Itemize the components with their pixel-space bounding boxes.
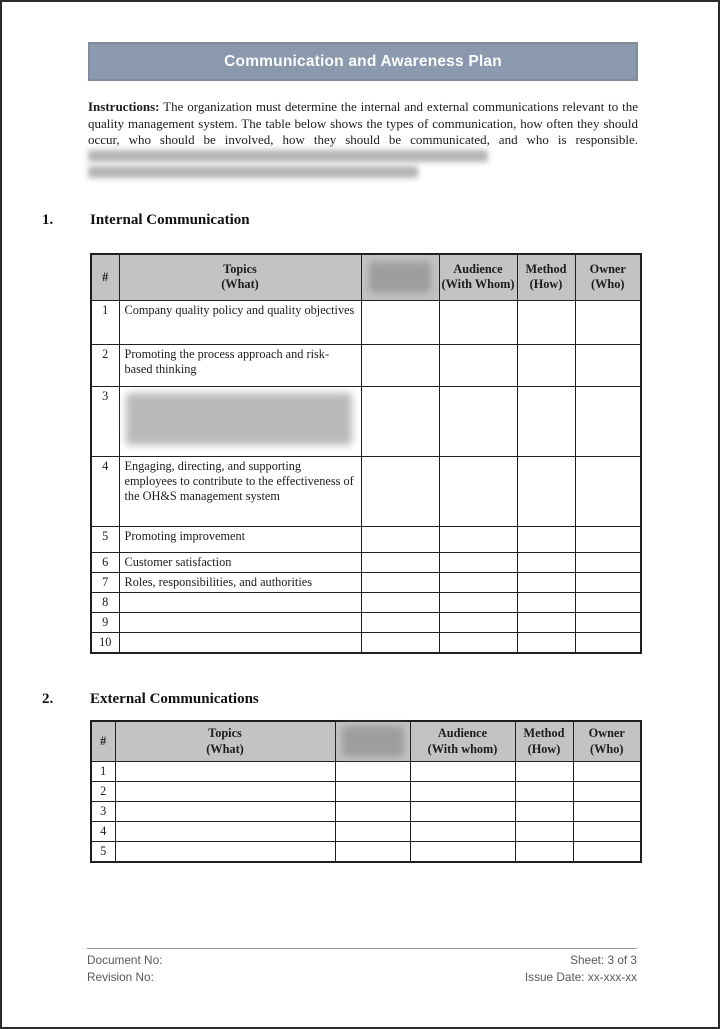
- redacted-column-cell: [361, 345, 439, 387]
- redacted-column-cell: [361, 387, 439, 457]
- audience-cell: [410, 842, 515, 863]
- row-number-cell: 9: [91, 613, 119, 633]
- table-row: [91, 553, 641, 573]
- row-number-cell: 10: [91, 633, 119, 654]
- method-cell: [517, 527, 575, 553]
- audience-cell: [439, 457, 517, 527]
- table-row: [91, 762, 641, 782]
- table-row: [91, 782, 641, 802]
- row-number-cell: 2: [91, 345, 119, 387]
- column-header-redacted: [361, 254, 439, 301]
- document-title-bar: [88, 42, 638, 81]
- column-header-number: #: [91, 254, 119, 301]
- redacted-column-cell: [335, 842, 410, 863]
- section-heading-internal: [42, 212, 718, 229]
- method-cell: [515, 762, 573, 782]
- topic-cell: [119, 593, 361, 613]
- method-cell: [517, 457, 575, 527]
- redacted-column-cell: [361, 633, 439, 654]
- method-cell: [517, 387, 575, 457]
- method-cell: [515, 822, 573, 842]
- redacted-column-cell: [335, 782, 410, 802]
- topic-cell: Company quality policy and quality objectives: [119, 301, 361, 345]
- owner-cell: [575, 553, 641, 573]
- topic-cell: Promoting the process approach and risk-based thinking: [119, 345, 361, 387]
- column-header-topics: Topics (What): [115, 721, 335, 762]
- row-number-cell: 8: [91, 593, 119, 613]
- row-number-cell: 2: [91, 782, 115, 802]
- table-row: [91, 345, 641, 387]
- table-row: [91, 633, 641, 654]
- row-number-cell: 1: [91, 762, 115, 782]
- row-number-cell: 3: [91, 802, 115, 822]
- redacted-column-cell: [335, 762, 410, 782]
- redacted-column-cell: [361, 553, 439, 573]
- topic-cell: [119, 387, 361, 457]
- topic-cell: Roles, responsibilities, and authorities: [119, 573, 361, 593]
- column-header-number: #: [91, 721, 115, 762]
- redacted-column-cell: [361, 573, 439, 593]
- row-number-cell: 6: [91, 553, 119, 573]
- table-row: [91, 822, 641, 842]
- table-row: [91, 301, 641, 345]
- topic-cell: Customer satisfaction: [119, 553, 361, 573]
- page-footer: [87, 948, 637, 985]
- method-cell: [517, 345, 575, 387]
- owner-cell: [575, 613, 641, 633]
- method-cell: [515, 842, 573, 863]
- table-row: [91, 573, 641, 593]
- revision-no-label: Revision No:: [87, 969, 154, 984]
- audience-cell: [439, 527, 517, 553]
- column-header-audience: Audience (With whom): [410, 721, 515, 762]
- redacted-column-cell: [361, 301, 439, 345]
- method-cell: [517, 613, 575, 633]
- owner-cell: [573, 802, 641, 822]
- column-header-topics: Topics (What): [119, 254, 361, 301]
- table-row: [91, 842, 641, 863]
- section-title: Internal Communication: [90, 211, 250, 228]
- owner-cell: [573, 782, 641, 802]
- topic-cell: Promoting improvement: [119, 527, 361, 553]
- owner-cell: [575, 345, 641, 387]
- topic-cell: [119, 613, 361, 633]
- method-cell: [515, 802, 573, 822]
- page-title: Communication and Awareness Plan: [224, 52, 502, 70]
- instructions-paragraph: [88, 99, 638, 182]
- table-header-row: [91, 254, 641, 301]
- method-cell: [515, 782, 573, 802]
- row-number-cell: 3: [91, 387, 119, 457]
- topic-cell: [115, 842, 335, 863]
- instructions-label: Instructions:: [88, 99, 160, 114]
- column-header-audience: Audience (With Whom): [439, 254, 517, 301]
- issue-date-label: Issue Date: xx-xxx-xx: [524, 969, 637, 984]
- row-number-cell: 4: [91, 822, 115, 842]
- owner-cell: [575, 301, 641, 345]
- audience-cell: [439, 593, 517, 613]
- audience-cell: [410, 802, 515, 822]
- owner-cell: [573, 762, 641, 782]
- external-communication-table: [90, 720, 642, 863]
- redacted-column-cell: [361, 613, 439, 633]
- section-title: External Communications: [90, 691, 259, 707]
- column-header-owner: Owner (Who): [575, 254, 641, 301]
- section-number: 2.: [42, 691, 54, 707]
- owner-cell: [573, 822, 641, 842]
- column-header-method: Method (How): [515, 721, 573, 762]
- topic-cell: [115, 822, 335, 842]
- owner-cell: [575, 573, 641, 593]
- audience-cell: [410, 762, 515, 782]
- redacted-column-cell: [361, 457, 439, 527]
- owner-cell: [575, 593, 641, 613]
- instructions-text: The organization must determine the internal and external communications relevant to the quality management system. The table below shows the types of communication, how often they should occur, who should be involved, how they should be communicated, and who is responsible.: [88, 99, 638, 147]
- table-row: [91, 527, 641, 553]
- redacted-column-cell: [361, 527, 439, 553]
- topic-cell: Engaging, directing, and supporting employees to contribute to the effectiveness of the OH&S management system: [119, 457, 361, 527]
- row-number-cell: 5: [91, 842, 115, 863]
- method-cell: [517, 301, 575, 345]
- column-header-owner: Owner (Who): [573, 721, 641, 762]
- footer-left: [87, 952, 162, 985]
- topic-cell: [119, 633, 361, 654]
- footer-right: [525, 952, 637, 985]
- row-number-cell: 7: [91, 573, 119, 593]
- redacted-column-cell: [335, 822, 410, 842]
- section-heading-external: [42, 691, 718, 708]
- document-no-label: Document No:: [87, 953, 163, 967]
- redacted-text-strip: [88, 166, 418, 178]
- table-row: [91, 802, 641, 822]
- redacted-column-cell: [361, 593, 439, 613]
- owner-cell: [573, 842, 641, 863]
- audience-cell: [439, 573, 517, 593]
- owner-cell: [575, 527, 641, 553]
- table-header-row: [91, 721, 641, 762]
- audience-cell: [439, 613, 517, 633]
- method-cell: [517, 553, 575, 573]
- row-number-cell: 1: [91, 301, 119, 345]
- audience-cell: [410, 782, 515, 802]
- audience-cell: [410, 822, 515, 842]
- topic-cell: [115, 802, 335, 822]
- redacted-block: [342, 726, 404, 757]
- row-number-cell: 4: [91, 457, 119, 527]
- internal-communication-table: [90, 253, 642, 655]
- method-cell: [517, 573, 575, 593]
- audience-cell: [439, 633, 517, 654]
- table-row: [91, 613, 641, 633]
- method-cell: [517, 633, 575, 654]
- column-header-redacted: [335, 721, 410, 762]
- section-number: 1.: [42, 211, 54, 228]
- sheet-label: Sheet: 3 of 3: [570, 953, 637, 967]
- redacted-block: [126, 393, 352, 445]
- table-row: [91, 593, 641, 613]
- redacted-text-strip: [88, 150, 488, 162]
- row-number-cell: 5: [91, 527, 119, 553]
- redacted-block: [369, 262, 431, 293]
- table-row: [91, 387, 641, 457]
- redacted-column-cell: [335, 802, 410, 822]
- method-cell: [517, 593, 575, 613]
- audience-cell: [439, 301, 517, 345]
- column-header-method: Method (How): [517, 254, 575, 301]
- audience-cell: [439, 553, 517, 573]
- owner-cell: [575, 633, 641, 654]
- topic-cell: [115, 782, 335, 802]
- owner-cell: [575, 387, 641, 457]
- topic-cell: [115, 762, 335, 782]
- owner-cell: [575, 457, 641, 527]
- audience-cell: [439, 387, 517, 457]
- audience-cell: [439, 345, 517, 387]
- table-row: [91, 457, 641, 527]
